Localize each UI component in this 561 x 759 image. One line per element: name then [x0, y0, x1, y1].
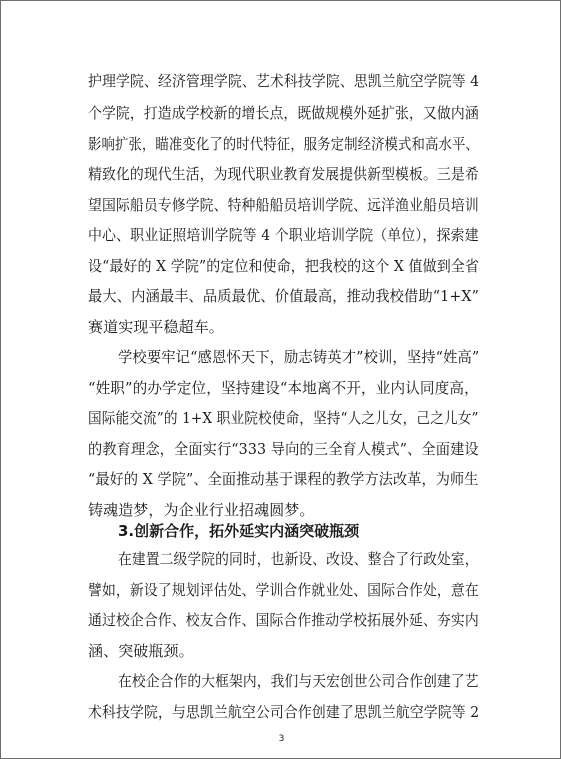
text-line: 在建置二级学院的同时，也新设、改设、整合了行政处室，	[118, 550, 479, 568]
text-line: 中心、职业证照培训学院等 4 个职业培训学院（单位），探索建	[88, 226, 479, 244]
text-line: 铸魂造梦，为企业行业招魂圆梦。	[88, 501, 315, 519]
page-number: 3	[278, 734, 285, 744]
text-line: 通过校企合作、校友合作、国际合作推动学校拓展外延、夯实内	[88, 611, 479, 629]
text-line: 的教育理念，全面实行“333 导向的三全育人模式”、全面建设	[88, 440, 479, 458]
text-line: 譬如，新设了规划评估处、学训合作就业处、国际合作处，意在	[88, 581, 479, 599]
text-line: “姓职”的办学定位，坚持建设“本地离不开，业内认同度高，	[88, 379, 479, 397]
text-line: 最大、内涵最丰、品质最优、价值最高，推动我校借助“1+X”	[88, 287, 480, 305]
text-line: “最好的 X 学院”、全面推动基于课程的教学方法改革，为师生	[88, 470, 479, 488]
text-line: 精致化的现代生活，为现代职业教育发展提供新型模板。三是希	[88, 165, 479, 183]
text-line: 望国际船员专修学院、特种船船员培训学院、远洋渔业船员培训	[88, 196, 479, 214]
text-line: 个学院，打造成学校新的增长点，既做规模外延扩张，又做内涵	[88, 104, 479, 122]
text-line: 涵、突破瓶颈。	[88, 642, 194, 660]
text-line: 学校要牢记“感恩怀天下，励志铸英才”校训，坚持“姓高”	[118, 348, 480, 366]
text-line: 护理学院、经济管理学院、艺术科技学院、思凯兰航空学院等 4	[88, 72, 480, 90]
text-line: 影响扩张，瞄准变化了的时代特征，服务定制经济模式和高水平、	[88, 135, 479, 153]
text-line: 在校企合作的大框架内，我们与天宏创世公司合作创建了艺	[118, 672, 479, 690]
text-line: 设“最好的 X 学院”的定位和使命，把我校的这个 X 值做到全省	[88, 257, 479, 275]
section-heading: 3.创新合作，拓外延实内涵突破瓶颈	[118, 522, 360, 540]
text-line: 赛道实现平稳超车。	[88, 318, 224, 336]
text-line: 术科技学院，与思凯兰航空公司合作创建了思凯兰航空学院等 2	[88, 703, 480, 721]
text-line: 国际能交流”的 1+X 职业院校使命，坚持“人之儿女，己之儿女”	[88, 409, 479, 427]
